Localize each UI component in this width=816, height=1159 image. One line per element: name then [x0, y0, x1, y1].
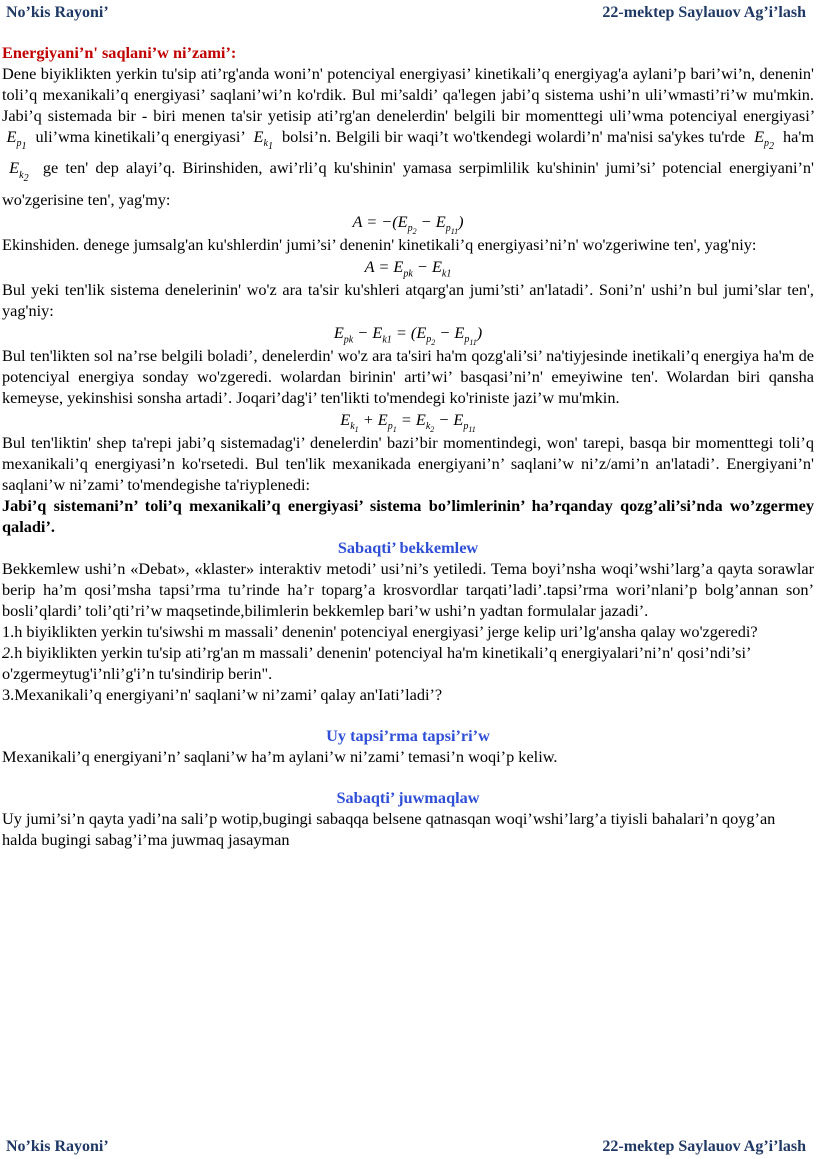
section-title-conclusion: Sabaqti’ juwmaqlaw [336, 787, 480, 807]
paragraph-conclusion: Uy jumi’si’n qayta yadi’na sali’p wotip,bugingi sabaqqa belsene qatnasqan woqi’wshi’larg’a tiyisli bahalari’n qoyg’an halda bugingi sabag’i’ma juwmaq jasayman [2, 808, 776, 849]
paragraph-reinforcement: Bekkemlew ushi’n «Debat», «klaster» interaktiv metodi’ usi’ni’s yetiledi. Tema boyi’nsha woqi’wshi’larg’a qayta sorawlar berip ha’m qosi’msha tapsi’rma tu’rinde ha’r toparg’a krosvordlar tarqati’ladi’.tapsi’rma wori’nlani’p bolg’annan son’ bosli’qlardi’ toli’qti’ri’w maqsetinde,bilimlerin bekkemlep bari’w ushi’n yadtan formulalar jazadi’. [2, 558, 814, 620]
footer-right: 22-mektep Saylauov Ag’i’lash [602, 1138, 806, 1155]
document-body [2, 42, 814, 850]
symbol-ep2: $E_{p_2}$ [749, 127, 775, 153]
symbol-ek2: $E_{k_2}$ [2, 158, 29, 184]
paragraph-homework: Mexanikali’q energiyani’n’ saqlani’w ha’m aylani’w ni’zami’ temasi’n woqi’p keliw. [2, 746, 558, 766]
section-title-homework: Uy tapsi’rma tapsi’ri’w [326, 725, 490, 745]
equation-3: $E_{pk} - E_{k1} = (E_{p_2} - E_{p_{11}})$ [333, 322, 483, 347]
question-2: 2.h biyiklikten yerkin tu'sip ati’rg'an m massali’ denenin' potenciyal ha'm kinetikali’q energiyalari’ni’n' qosi’ndi’si’ o'zgermeytug'i’nli’g'i’n tu'sindirip berin". [2, 642, 751, 683]
page-footer [6, 1138, 806, 1156]
section-title-reinforcement: Sabaqti’ bekkemlew [337, 537, 479, 557]
equation-2: $A = E_{pk} - E_{k1}$ [364, 256, 452, 279]
symbol-ek1: $E_{k_1}$ [249, 127, 273, 153]
paragraph-second: Ekinshiden. denege jumsalg'an ku'shlerdin' jumi’si’ denenin' kinetikali’q energiyasi’ni’n' wo'zgeriwine ten', yag'niy: [2, 234, 757, 254]
page-header [6, 4, 806, 22]
symbol-ep1: $E_{p_1}$ [2, 127, 27, 153]
law-statement: Jabi’q sistemani’n’ toli’q mexanikali’q energiyasi’ sistema bo’limlerinin’ ha’rqanday qozg’ali’si’nda wo’zgermey qaladi’. [2, 495, 814, 536]
equation-4: $E_{k_1} + E_{p_1} = E_{k_2} - E_{p_{11}}$ [340, 409, 476, 434]
paragraph-fifth: Bul ten'liktin' shep ta'repi jabi’q sistemadag'i’ denelerdin' bazi’bir momentindegi, won' tarepi, basqa bir momenttegi toli’q mexanikali’q energiyasi’n ko'rsetedi. Bul ten'lik mexanikada energiyani’n’ saqlani’w ni’z/ami’n an'latadi’. Energiyani’n' saqlani’w ni’zami’ to'mendegishe ta'riyplenedi: [2, 432, 814, 494]
header-right: 22-mektep Saylauov Ag’i’lash [602, 4, 806, 21]
section-title-energy-law: Energiyani’n' saqlani’w ni’zami’: [2, 43, 237, 62]
equation-1: $A = -(E_{p_2} - E_{p_{11}})$ [352, 211, 464, 236]
footer-left: No’kis Rayoni’ [6, 1138, 109, 1155]
paragraph-third: Bul yeki ten'lik sistema denelerinin' wo'z ara ta'sir ku'shleri atqarg'an jumi’sti’ an'latadi’. Soni’n' ushi’n bul jumi’slar ten', yag'niy: [2, 279, 814, 320]
paragraph-fourth: Bul ten'likten sol na’rse belgili boladi’, denelerdin' wo'z ara ta'siri ha'm qozg'ali’si’ na'tiyjesinde inetikali’q energiya ha'm de potenciyal energiya sonday wo'zgeredi. wolardan birinin' arti’wi’ basqasi’ni’n' emeyiwine ten'. Wolardan biri qansha kemeyse, yekinshisi sonsha artadi’. Joqari’dag'i’ ten'likti to'mendegi ko'riniste jazi’w mu'mkin. [2, 345, 814, 407]
paragraph-intro: Dene biyiklikten yerkin tu'sip ati’rg'anda woni’n' potenciyal energiyasi’ kinetikali’q energiyag'a aylani’p bari’wi’n, denenin' toli’q mexanikali’q energiyasi’ saqlani’wi’n ko'rdik. Bul mi’saldi’ qa'legen jabi’q sistema ushi’n uli’wmasti’ri’w mu'mkin. Jabi’q sistemada bir - biri menen ta'sir yetisip ati’rg'an denelerdin' belgili bir momenttegi uli’wma potenciyal energiyasi’ $E_{p_1}$ uli’wma kinetikali’q energiyasi’ $E_{k_1}$ bolsi’n. Belgili bir waqi’t wo'tkendegi wolardi’n' ma'nisi sa'ykes tu'rde $E_{p_2}$ ha'm $E_{k_2}$ ge ten' dep alayi’q. Birinshiden, awi’rli’q ku'shinin' yamasa serpimlilik ku'shinin' jumi’si’ potencial energiyani’n' wo'zgerisine ten', yag'my: [2, 64, 814, 209]
question-1: 1.h biyiklikten yerkin tu'siwshi m massali’ denenin' potenciyal energiyasi’ jerge kelip uri’lg'ansha qalay wo'zgeredi? [2, 621, 758, 641]
question-3: 3.Mexanikali’q energiyani’n' saqlani’w ni’zami’ qalay an'Iati’ladi’? [2, 684, 443, 704]
header-left: No’kis Rayoni’ [6, 4, 109, 21]
